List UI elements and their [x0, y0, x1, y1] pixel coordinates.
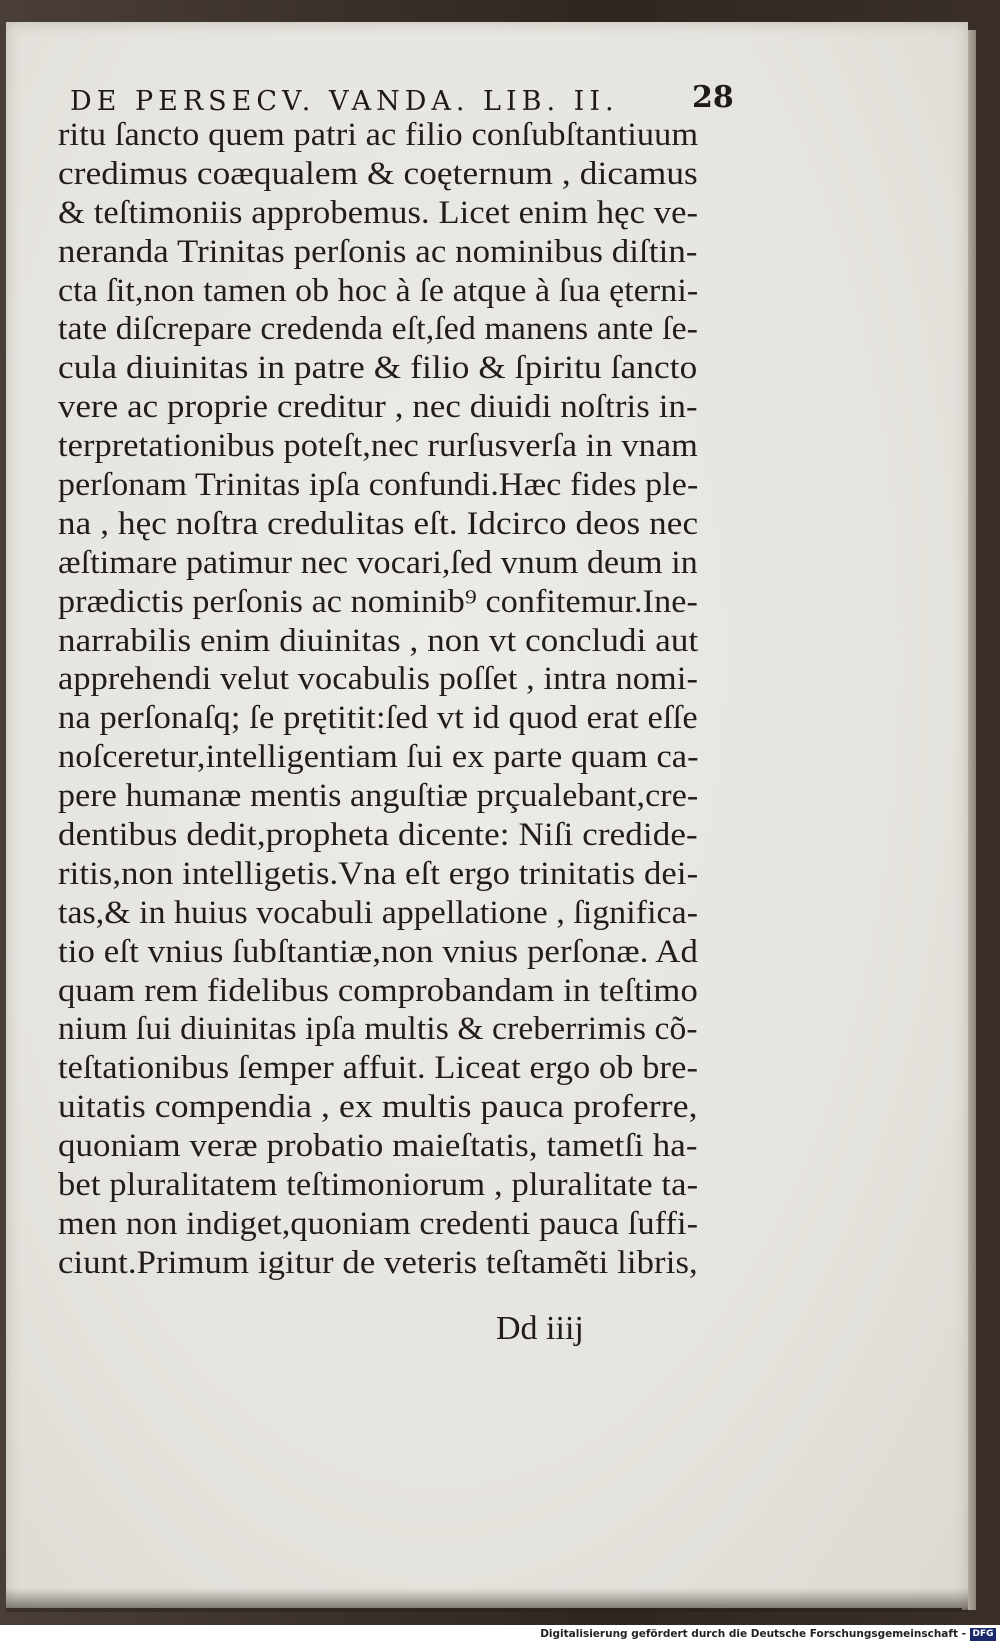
text-line: æſtimare patimur nec vocari,ſed vnum deum in: [58, 544, 698, 581]
text-line: na , hęc noſtra credulitas eſt. Idcirco deos nec: [58, 505, 699, 542]
text-line: noſceretur,intelligentiam ſui ex parte quam ca-: [58, 739, 699, 776]
text-line: uitatis compendia , ex multis pauca proferre,: [58, 1089, 698, 1126]
text-line: cta ſit,non tamen ob hoc à ſe atque à ſua ęterni-: [58, 272, 699, 309]
text-line: na perſonaſq; ſe prętitit:ſed vt id quod erat eſſe: [58, 700, 698, 737]
text-line: nium ſui diuinitas ipſa multis & creberrimis cõ-: [58, 1011, 698, 1048]
body-text: [58, 116, 758, 1283]
funding-credit: Digitalisierung gefördert durch die Deutsche Forschungsgemeinschaft -: [540, 1628, 966, 1640]
text-line: prædictis perſonis ac nominib⁹ confitemur.Ine-: [58, 583, 698, 620]
text-line: bet pluralitatem teſtimoniorum , pluralitate ta-: [58, 1167, 699, 1204]
signature-mark: Dd iiij: [496, 1310, 584, 1347]
text-line: ciunt.Primum igitur de veteris teſtamẽti libris,: [58, 1244, 698, 1281]
running-title: DE PERSECV. VANDA. LIB. II.: [70, 86, 619, 117]
folio-number: 28: [692, 80, 734, 115]
text-line: perſonam Trinitas ipſa confundi.Hæc fides ple-: [58, 467, 699, 504]
text-line: vere ac proprie creditur , nec diuidi noſtris in-: [58, 389, 698, 426]
text-line: credimus coæqualem & coęternum , dicamus: [58, 155, 698, 192]
text-line: apprehendi velut vocabulis poſſet , intra nomi-: [58, 661, 698, 698]
text-line: ritis,non intelligetis.Vna eſt ergo trinitatis dei-: [58, 855, 699, 892]
text-line: quoniam veræ probatio maieſtatis, tametſi ha-: [58, 1128, 698, 1165]
text-line: teſtationibus ſemper affuit. Liceat ergo ob bre-: [58, 1050, 699, 1087]
text-line: tate diſcrepare credenda eſt,ſed manens ante ſe-: [58, 311, 699, 348]
text-line: tio eſt vnius ſubſtantiæ,non vnius perſonæ. Ad: [58, 933, 698, 970]
text-line: dentibus dedit,propheta dicente: Niſi credide-: [58, 817, 698, 854]
text-line: quam rem fidelibus comprobandam in teſtimo: [58, 972, 698, 1009]
dfg-logo: DFG: [970, 1628, 996, 1641]
text-line: neranda Trinitas perſonis ac nominibus diſtin-: [58, 233, 698, 270]
text-line: cula diuinitas in patre & filio & ſpiritu ſancto: [58, 350, 698, 387]
text-line: terpretationibus poteſt,nec rurſusverſa in vnam: [58, 428, 698, 465]
text-line: & teſtimoniis approbemus. Licet enim hęc ve-: [58, 194, 699, 231]
text-line: pere humanæ mentis anguſtiæ prçualebant,cre-: [58, 778, 699, 815]
text-line: tas,& in huius vocabuli appellatione , ſignifica-: [58, 894, 699, 931]
text-line: narrabilis enim diuinitas , non vt concludi aut: [58, 622, 699, 659]
text-line: men non indiget,quoniam credenti pauca ſuffi-: [58, 1205, 699, 1242]
text-line: ritu ſancto quem patri ac filio conſubſtantiuum: [58, 117, 699, 153]
page-bottom-shadow: [6, 1588, 968, 1612]
